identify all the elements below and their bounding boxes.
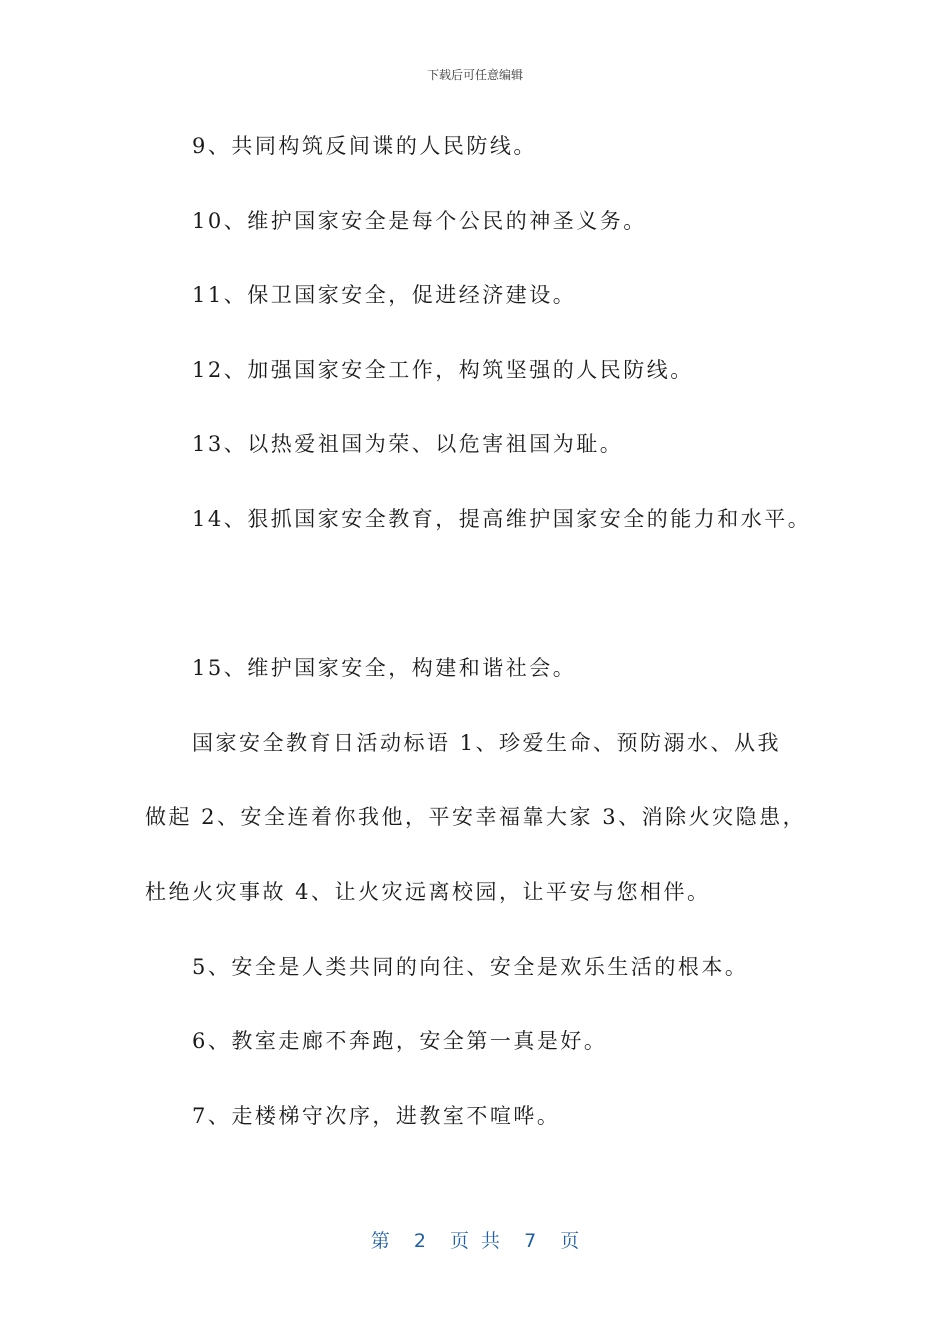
page-current: 2 <box>413 1230 426 1252</box>
body-line: 6、教室走廊不奔跑，安全第一真是好。 <box>192 1029 608 1053</box>
page-label-middle: 页 共 <box>449 1230 501 1252</box>
body-line: 12、加强国家安全工作，构筑坚强的人民防线。 <box>192 358 694 382</box>
body-line: 杜绝火灾事故 4、让火灾远离校园，让平安与您相伴。 <box>145 880 711 904</box>
page-total: 7 <box>524 1230 537 1252</box>
body-line: 11、保卫国家安全，促进经济建设。 <box>192 283 577 307</box>
body-line: 7、走楼梯守次序，进教室不喧哗。 <box>192 1104 561 1128</box>
body-line: 10、维护国家安全是每个公民的神圣义务。 <box>192 209 647 233</box>
body-line: 国家安全教育日活动标语 1、珍爱生命、预防溺水、从我 <box>192 731 782 755</box>
body-line: 9、共同构筑反间谍的人民防线。 <box>192 134 537 158</box>
body-line: 做起 2、安全连着你我他，平安幸福靠大家 3、消除火灾隐患， <box>145 805 807 829</box>
body-line: 13、以热爱祖国为荣、以危害祖国为耻。 <box>192 432 624 456</box>
page-label-prefix: 第 <box>370 1230 390 1252</box>
body-line: 15、维护国家安全，构建和谐社会。 <box>192 656 577 680</box>
page-footer <box>0 1226 950 1253</box>
page-label-suffix: 页 <box>560 1230 580 1252</box>
header-note: 下载后可任意编辑 <box>426 68 523 82</box>
body-line: 14、狠抓国家安全教育，提高维护国家安全的能力和水平。 <box>192 507 812 531</box>
body-line: 5、安全是人类共同的向往、安全是欢乐生活的根本。 <box>192 955 749 979</box>
